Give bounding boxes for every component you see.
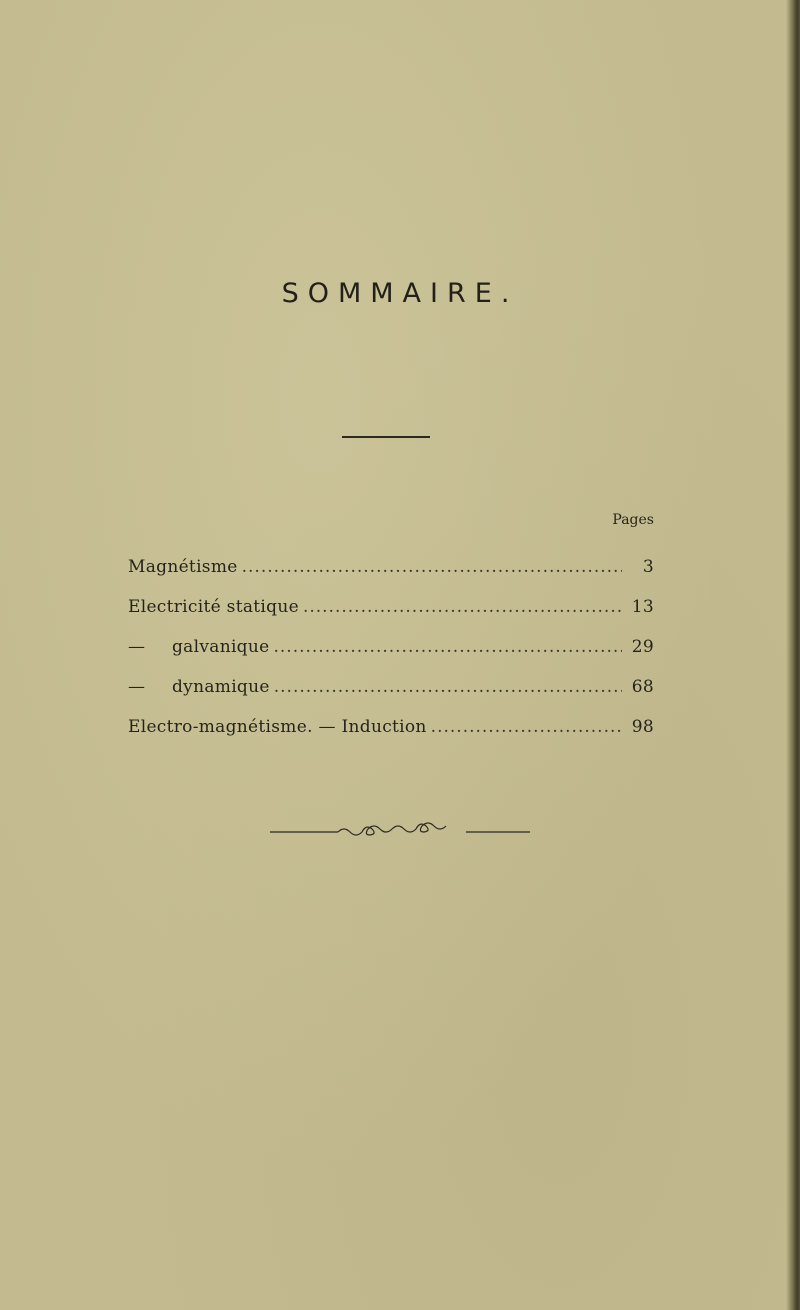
dot-leader xyxy=(273,635,622,659)
toc-entry-magnetisme xyxy=(128,555,654,595)
toc-entry-title: galvanique xyxy=(172,637,270,657)
toc-entry-title: dynamique xyxy=(172,677,270,697)
toc-entry-page: 29 xyxy=(631,637,654,657)
toc-entry-page: 68 xyxy=(631,677,654,697)
toc-entry-title: Electro-magnétisme. — Induction xyxy=(128,717,427,737)
dot-leader xyxy=(274,675,622,699)
toc-entry-dynamique xyxy=(128,675,654,715)
toc-entry-electro-magnetisme xyxy=(128,715,654,755)
toc-entry-page: 13 xyxy=(631,597,654,617)
toc-indent xyxy=(128,675,172,699)
toc-dash: — xyxy=(128,677,146,697)
dot-leader xyxy=(431,715,622,739)
page-edge xyxy=(786,0,800,1310)
decorative-tailpiece-ornament xyxy=(270,822,530,842)
dot-leader xyxy=(303,595,622,619)
toc-entry-galvanique xyxy=(128,635,654,675)
table-of-contents xyxy=(128,555,654,755)
toc-dash: — xyxy=(128,637,146,657)
toc-indent xyxy=(128,635,172,659)
toc-entry-title: Electricité statique xyxy=(128,597,299,617)
toc-entry-electricite-statique xyxy=(128,595,654,635)
pages-column-label: Pages xyxy=(612,512,654,528)
title-rule xyxy=(342,436,430,438)
toc-entry-title: Magnétisme xyxy=(128,557,238,577)
toc-entry-page: 98 xyxy=(631,717,654,737)
page-title: SOMMAIRE. xyxy=(281,278,519,309)
dot-leader xyxy=(242,555,622,579)
toc-entry-page: 3 xyxy=(642,557,654,577)
